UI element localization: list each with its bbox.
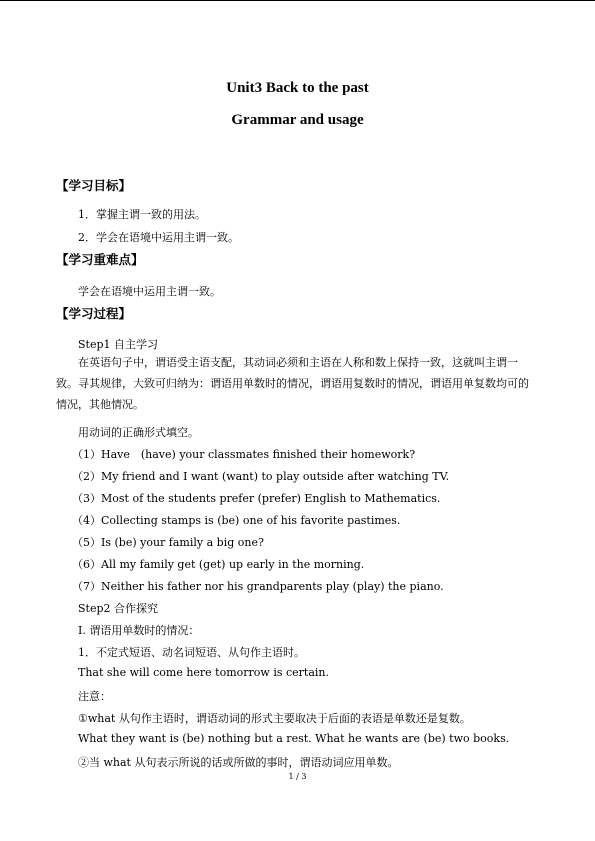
example1-text: That she will come here tomorrow is certain. [78, 666, 329, 679]
objective-item-1: 1．掌握主谓一致的用法。 [78, 208, 206, 221]
step1-title: Step1 自主学习 [78, 338, 159, 351]
key-points-text: 学会在语境中运用主谓一致。 [78, 285, 221, 298]
example2-text: What they want is (be) nothing but a rest. What he wants are (be) two books. [78, 732, 510, 745]
exercise-item-6: （6）All my family get (get) up early in the morning. [72, 558, 365, 571]
document-title: Unit3 Back to the past [226, 80, 369, 96]
exercise-prompt: 用动词的正确形式填空。 [78, 426, 199, 439]
exercise-item-3: （3）Most of the students prefer (prefer) English to Mathematics. [72, 492, 441, 505]
document-subtitle: Grammar and usage [231, 112, 364, 128]
exercise-item-7: （7）Neither his father nor his grandparents play (play) the piano. [72, 580, 444, 593]
process-heading: 【学习过程】 [56, 306, 132, 321]
objectives-heading: 【学习目标】 [56, 178, 132, 193]
step2-title: Step2 合作探究 [78, 602, 159, 615]
step1-intro: 在英语句子中，谓语受主语支配，其动词必须和主语在人称和数上保持一致，这就叫主谓一致。寻其规律，大致可归纳为：谓语用单数时的情况，谓语用复数时的情况，谓语用单复数均可的情况，其他情况。 [56, 356, 529, 411]
objective-item-2: 2．学会在语境中运用主谓一致。 [78, 231, 239, 244]
top-rule [0, 0, 595, 1]
exercise-item-1: （1）Have (have) your classmates finished their homework? [72, 448, 416, 461]
note1-text: ①what 从句作主语时，谓语动词的形式主要取决于后面的表语是单数还是复数。 [78, 712, 471, 725]
key-points-heading: 【学习重难点】 [56, 252, 144, 267]
exercise-item-4: （4）Collecting stamps is (be) one of his favorite pastimes. [72, 514, 401, 527]
section1-title: I. 谓语用单数时的情况： [78, 624, 200, 637]
page-number: 1 / 3 [288, 772, 307, 781]
note2-text: ②当 what 从句表示所说的话或所做的事时，谓语动词应用单数。 [78, 756, 399, 769]
note-label: 注意： [78, 690, 111, 703]
exercise-item-5: （5）Is (be) your family a big one? [72, 536, 264, 549]
rule1-text: 1．不定式短语、动名词短语、从句作主语时。 [78, 646, 305, 659]
exercise-item-2: （2）My friend and I want (want) to play outside after watching TV. [72, 470, 450, 483]
